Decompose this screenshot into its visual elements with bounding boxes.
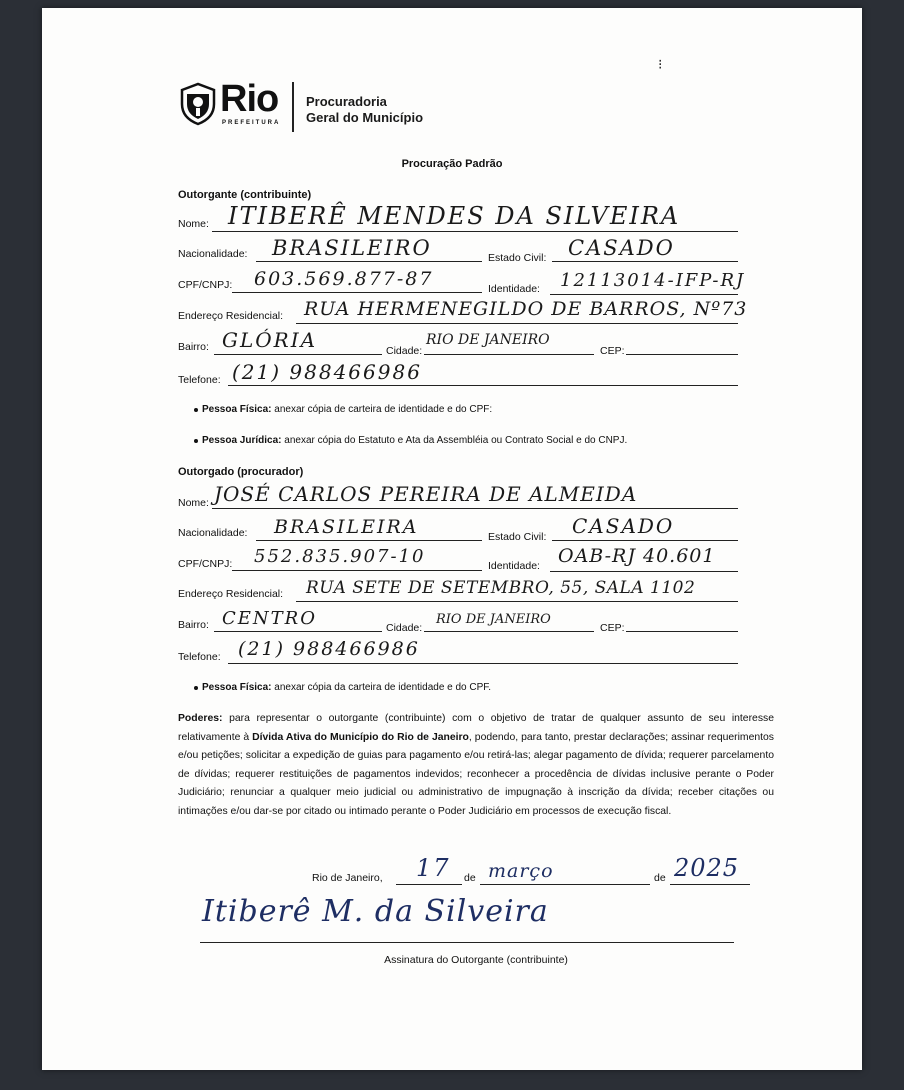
outorgado-cep-label: CEP: — [600, 622, 625, 634]
outorgado-nacionalidade-line — [256, 540, 482, 541]
outorgado-nacionalidade-value: BRASILEIRA — [274, 516, 419, 538]
date-de-2: de — [654, 872, 666, 884]
bullet-bold: Pessoa Física: — [202, 404, 272, 415]
bullet-dot — [194, 408, 198, 412]
handwritten-signature: Itiberê M. da Silveira — [202, 894, 549, 929]
powers-paragraph — [178, 710, 774, 822]
outorgado-cpf-label: CPF/CNPJ: — [178, 558, 233, 570]
outorgante-bairro-line — [214, 354, 382, 355]
document-title: Procuração Padrão — [401, 158, 503, 170]
bullet-text: anexar cópia de carteira de identidade e do CPF: — [271, 404, 493, 415]
outorgante-estado-civil-line — [552, 261, 738, 262]
powers-text-2: , podendo, para tanto, prestar declarações; assinar requerimentos e/ou petições; solicitar a expedição de guias para pagamento e/ou retirá-las; alegar pagamento de dívida; requerer parcelamento de dívidas; requerer restituições de pagamentos indevidos; reconhecer a procedência de dívidas inclusive perante o Poder Judiciário; renunciar a qualquer meio judicial ou administrativo de impugnação à inscrição da dívida; receber citações ou intimações e/ou dar-se por citado ou intimado perante o Poder Judiciário em processos de execução fiscal. — [178, 731, 774, 817]
signature-line — [200, 942, 734, 943]
outorgado-nome-label: Nome: — [178, 497, 209, 509]
outorgante-nome-line — [212, 231, 738, 232]
outorgante-estado-civil-label: Estado Civil: — [488, 252, 547, 264]
date-day-line — [396, 884, 462, 885]
agency-line-1: Procuradoria — [306, 94, 387, 109]
outorgante-nacionalidade-value: BRASILEIRO — [272, 236, 432, 260]
outorgado-estado-civil-line — [552, 540, 738, 541]
outorgado-identidade-line — [550, 571, 738, 572]
outorgante-bullet-pf — [202, 404, 492, 415]
document-header — [176, 80, 536, 138]
bullet-bold: Pessoa Jurídica: — [202, 435, 282, 446]
header-divider — [292, 82, 294, 132]
date-month-line — [480, 884, 650, 885]
outorgante-bairro-value: GLÓRIA — [222, 328, 318, 352]
outorgado-bullet-pf — [202, 682, 491, 693]
outorgante-estado-civil-value: CASADO — [568, 236, 675, 260]
outorgante-cidade-line — [424, 354, 594, 355]
outorgado-cidade-line — [424, 631, 594, 632]
bullet-text: anexar cópia do Estatuto e Ata da Assembléia ou Contrato Social e do CNPJ. — [281, 435, 628, 446]
outorgante-bairro-label: Bairro: — [178, 341, 209, 353]
outorgado-endereco-label: Endereço Residencial: — [178, 588, 284, 600]
document-page — [42, 8, 862, 1070]
outorgante-endereco-line — [296, 323, 738, 324]
outorgado-bairro-label: Bairro: — [178, 619, 209, 631]
outorgante-telefone-line — [228, 385, 738, 386]
powers-text-1: para representar o outorgante (contribuinte) com o objetivo de tratar de qualquer assunto de seu interesse relativamente à — [178, 713, 774, 743]
powers-lead: Poderes: — [178, 713, 223, 724]
city-coat-of-arms-icon — [176, 82, 220, 126]
outorgante-endereco-value: RUA HERMENEGILDO DE BARROS, Nº73 — [304, 298, 748, 320]
date-de-1: de — [464, 872, 476, 884]
bullet-dot — [194, 686, 198, 690]
outorgado-estado-civil-value: CASADO — [572, 514, 675, 538]
outorgado-identidade-label: Identidade: — [488, 560, 540, 572]
outorgado-cpf-line — [232, 570, 482, 571]
date-year-value: 2025 — [674, 854, 740, 882]
outorgante-nacionalidade-line — [256, 261, 482, 262]
outorgante-nacionalidade-label: Nacionalidade: — [178, 248, 248, 260]
signature-caption: Assinatura do Outorgante (contribuinte) — [384, 954, 568, 966]
ink-mark: ⁝ — [658, 56, 663, 72]
agency-line-2: Geral do Município — [306, 110, 424, 125]
outorgante-cpf-label: CPF/CNPJ: — [178, 279, 233, 291]
outorgado-bairro-line — [214, 631, 382, 632]
bullet-dot — [194, 439, 198, 443]
outorgante-bullet-pj — [202, 435, 627, 446]
powers-highlight: Dívida Ativa do Município do Rio de Janeiro — [252, 731, 469, 743]
outorgado-endereco-value: RUA SETE DE SETEMBRO, 55, SALA 1102 — [306, 578, 696, 598]
agency-name — [306, 94, 423, 126]
outorgante-section-title: Outorgante (contribuinte) — [178, 189, 312, 201]
outorgante-cep-line — [626, 354, 738, 355]
bullet-text: anexar cópia da carteira de identidade e do CPF. — [271, 682, 492, 693]
outorgante-identidade-label: Identidade: — [488, 283, 540, 295]
date-day-value: 17 — [416, 854, 451, 882]
outorgante-nome-value: ITIBERÊ MENDES DA SILVEIRA — [228, 202, 681, 230]
outorgado-telefone-value: (21) 988466986 — [238, 638, 420, 660]
outorgado-bairro-value: CENTRO — [222, 608, 317, 629]
outorgante-endereco-label: Endereço Residencial: — [178, 310, 284, 322]
outorgado-section-title: Outorgado (procurador) — [178, 466, 304, 478]
outorgante-telefone-label: Telefone: — [178, 374, 221, 386]
logo-wordmark: Rio — [220, 78, 279, 120]
outorgado-endereco-line — [296, 601, 738, 602]
outorgante-cpf-line — [232, 292, 482, 293]
outorgado-nome-line — [212, 508, 738, 509]
outorgado-telefone-label: Telefone: — [178, 651, 221, 663]
date-city: Rio de Janeiro, — [312, 872, 383, 884]
outorgado-nacionalidade-label: Nacionalidade: — [178, 527, 248, 539]
outorgante-cidade-label: Cidade: — [386, 345, 423, 357]
outorgado-nome-value: JOSÉ CARLOS PEREIRA DE ALMEIDA — [214, 482, 638, 506]
date-month-value: março — [488, 860, 554, 882]
outorgante-cpf-value: 603.569.877-87 — [254, 268, 434, 290]
outorgante-identidade-value: 12113014-IFP-RJ — [560, 270, 746, 291]
outorgante-cidade-value: RIO DE JANEIRO — [426, 332, 550, 348]
outorgado-cidade-value: RIO DE JANEIRO — [436, 612, 551, 627]
logo-subtitle: PREFEITURA — [222, 120, 281, 126]
outorgado-cidade-label: Cidade: — [386, 622, 423, 634]
date-year-line — [670, 884, 750, 885]
outorgante-cep-label: CEP: — [600, 345, 625, 357]
outorgado-cpf-value: 552.835.907-10 — [254, 546, 426, 567]
outorgado-estado-civil-label: Estado Civil: — [488, 531, 547, 543]
outorgado-telefone-line — [228, 663, 738, 664]
outorgado-cep-line — [626, 631, 738, 632]
outorgante-nome-label: Nome: — [178, 218, 209, 230]
outorgante-identidade-line — [550, 294, 738, 295]
bullet-bold: Pessoa Física: — [202, 682, 272, 693]
outorgado-identidade-value: OAB-RJ 40.601 — [558, 545, 716, 567]
outorgante-telefone-value: (21) 988466986 — [232, 360, 422, 384]
